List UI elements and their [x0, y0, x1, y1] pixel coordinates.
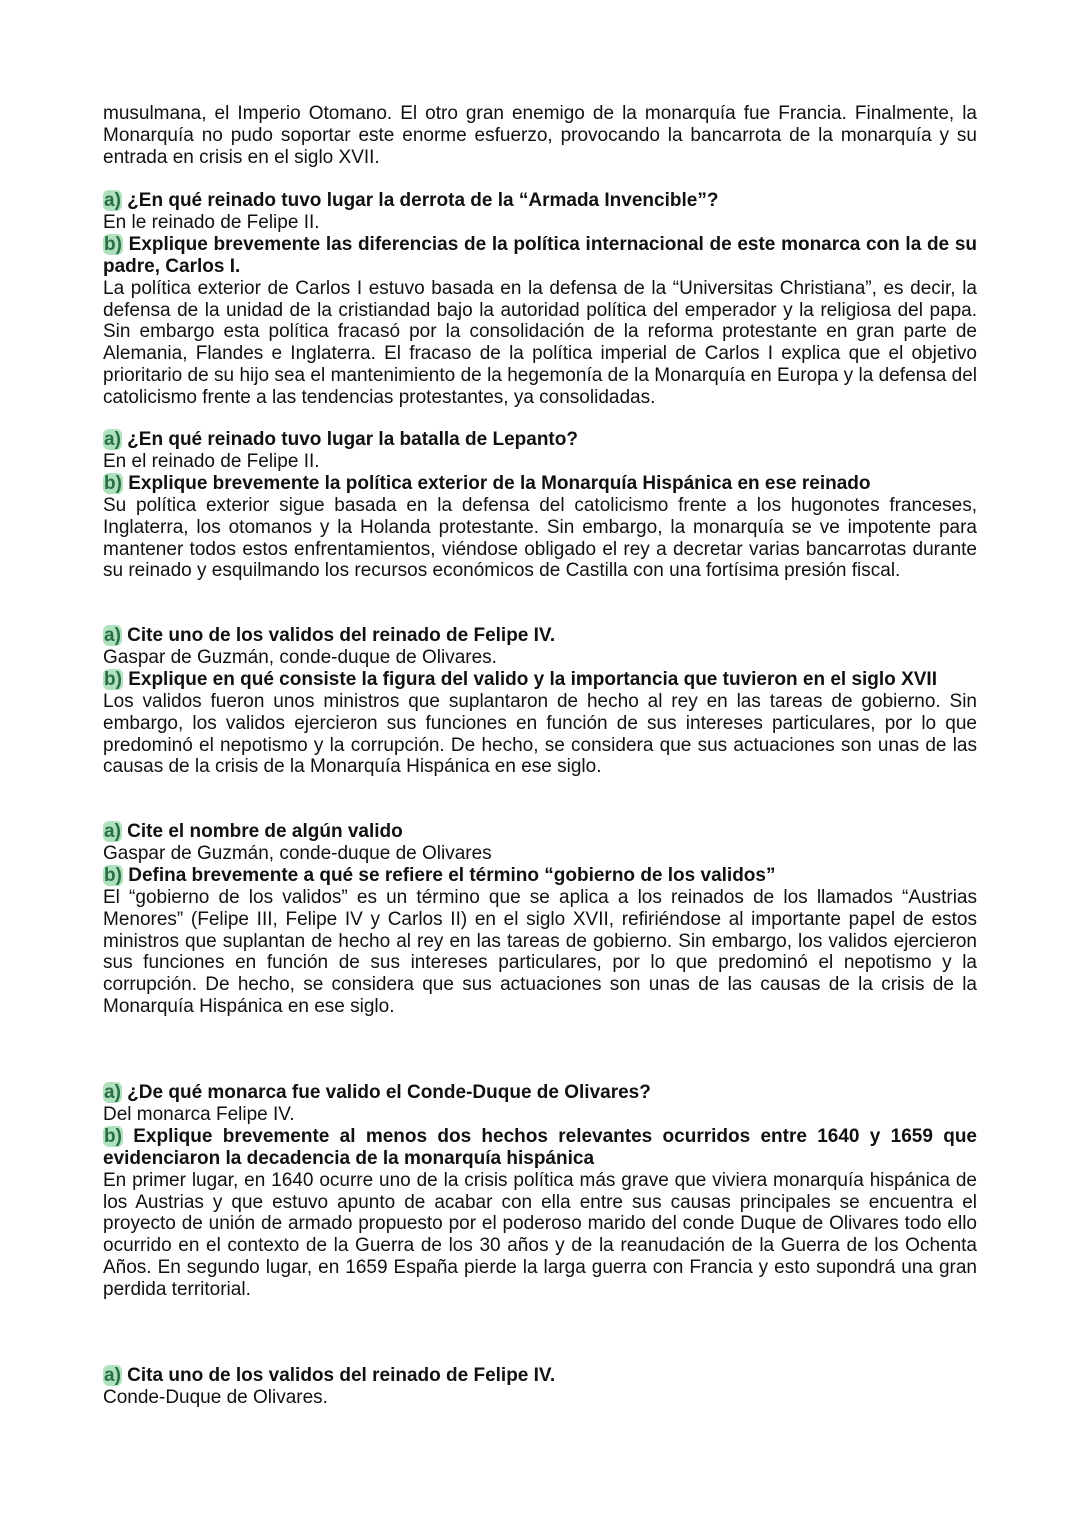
label-a: a) — [104, 821, 121, 842]
label-a: a) — [104, 625, 121, 646]
label-a: a) — [104, 1365, 121, 1386]
question-b — [103, 865, 977, 887]
question-b — [103, 234, 977, 278]
question-block-1 — [103, 190, 977, 409]
question-a — [103, 190, 977, 212]
answer-a: Del monarca Felipe IV. — [103, 1103, 295, 1125]
question-b-text: Explique brevemente la política exterior de la Monarquía Hispánica en ese reinado — [122, 472, 871, 494]
answer-b: Su política exterior sigue basada en la defensa del catolicismo frente a los hugonotes franceses, Inglaterra, los otomanos y la Holanda protestante. Sin embargo, la monarquía se ve impotente para mantener todos estos enfrentamientos, viéndose obligado el rey a decretar varias bancarrotas durante su reinado y esquilmando los recursos económicos de Castilla con una fortísima presión fiscal. — [103, 494, 977, 582]
question-a-text: ¿De qué monarca fue valido el Conde-Duque de Olivares? — [121, 1082, 651, 1103]
label-a: a) — [104, 1082, 121, 1103]
answer-b: En primer lugar, en 1640 ocurre uno de la crisis política más grave que viviera monarquía hispánica de los Austrias y que estuvo apunto de acabar con ella entre sus causas principales se encuentra el proyecto de unión de armado propuesto por el poderoso marido del conde Duque de Olivares todo ello ocurrido en el contexto de la Guerra de los 30 años y de la reanudación de la Guerra de los Ochenta Años. En segundo lugar, en 1659 España pierde la larga guerra con Francia y esto supondrá una gran perdida territorial. — [103, 1169, 977, 1301]
answer-a: Gaspar de Guzmán, conde-duque de Olivares — [103, 842, 492, 864]
answer-a: Gaspar de Guzmán, conde-duque de Olivares. — [103, 646, 497, 668]
label-b: b) — [104, 1125, 122, 1147]
answer-a: En el reinado de Felipe II. — [103, 450, 320, 472]
answer-b: La política exterior de Carlos I estuvo basada en la defensa de la “Universitas Christiana”, es decir, la defensa de la unidad de la cristiandad bajo la autoridad política del emperador y la religiosa del papa. Sin embargo esta política fracasó por la consolidación de la reforma protestante en gran parte de Alemania, Flandes e Inglaterra. El fracaso de la política imperial de Carlos I explica que el objetivo prioritario de su hijo sea el mantenimiento de la hegemonía de la Monarquía en Europa y la defensa del catolicismo frente a las tendencias protestantes, ya consolidadas. — [103, 277, 977, 409]
question-b — [103, 669, 977, 691]
answer-a: En le reinado de Felipe II. — [103, 211, 320, 233]
label-b: b) — [104, 668, 122, 690]
label-a: a) — [104, 190, 121, 211]
question-a-text: Cita uno de los validos del reinado de Felipe IV. — [121, 1365, 556, 1386]
intro-text: musulmana, el Imperio Otomano. El otro gran enemigo de la monarquía fue Francia. Finalmente, la Monarquía no pudo soportar este enorme esfuerzo, provocando la bancarrota de la monarquía y su entrada en crisis en el siglo XVII. — [103, 103, 977, 168]
question-block-5 — [103, 1082, 977, 1301]
question-b-text: Defina brevemente a qué se refiere el término “gobierno de los validos” — [122, 864, 776, 886]
question-block-4 — [103, 821, 977, 1018]
question-block-3 — [103, 625, 977, 778]
answer-b: El “gobierno de los validos” es un término que se aplica a los reinados de los llamados “Austrias Menores” (Felipe III, Felipe IV y Carlos II) en el siglo XVII, refiriéndose al importante papel de estos ministros que suplantan de hecho al rey en las tareas de gobierno. Sin embargo, los validos ejercieron sus funciones en función de sus intereses particulares, por lo que predominó el nepotismo y la corrupción. De hecho, se considera que sus actuaciones son unas de las causas de la crisis de la Monarquía Hispánica en ese siglo. — [103, 886, 977, 1018]
question-a — [103, 429, 977, 451]
label-b: b) — [104, 233, 122, 255]
label-b: b) — [104, 472, 122, 494]
question-a — [103, 821, 977, 843]
question-a — [103, 1082, 977, 1104]
question-b-text: Explique en qué consiste la figura del valido y la importancia que tuvieron en el siglo XVII — [122, 668, 937, 690]
question-b — [103, 473, 977, 495]
question-block-2 — [103, 429, 977, 582]
answer-a: Conde-Duque de Olivares. — [103, 1386, 328, 1408]
question-a-text: Cite uno de los validos del reinado de Felipe IV. — [121, 625, 556, 646]
question-a — [103, 1365, 977, 1387]
question-a-text: ¿En qué reinado tuvo lugar la derrota de la “Armada Invencible”? — [121, 190, 719, 211]
question-block-6 — [103, 1365, 977, 1409]
question-a — [103, 625, 977, 647]
question-a-text: Cite el nombre de algún valido — [121, 821, 403, 842]
label-b: b) — [104, 864, 122, 886]
question-b-text: Explique brevemente las diferencias de la política internacional de este monarca con la de su padre, Carlos I. — [103, 233, 977, 277]
label-a: a) — [104, 429, 121, 450]
question-b — [103, 1126, 977, 1170]
question-b-text: Explique brevemente al menos dos hechos relevantes ocurridos entre 1640 y 1659 que evidenciaron la decadencia de la monarquía hispánica — [103, 1125, 977, 1169]
intro-paragraph — [103, 103, 977, 169]
question-a-text: ¿En qué reinado tuvo lugar la batalla de Lepanto? — [121, 429, 578, 450]
answer-b: Los validos fueron unos ministros que suplantaron de hecho al rey en las tareas de gobierno. Sin embargo, los validos ejercieron sus funciones en función de sus intereses particulares, por lo que predominó el nepotismo y la corrupción. De hecho, se considera que sus actuaciones son unas de las causas de la crisis de la Monarquía Hispánica en ese siglo. — [103, 690, 977, 778]
